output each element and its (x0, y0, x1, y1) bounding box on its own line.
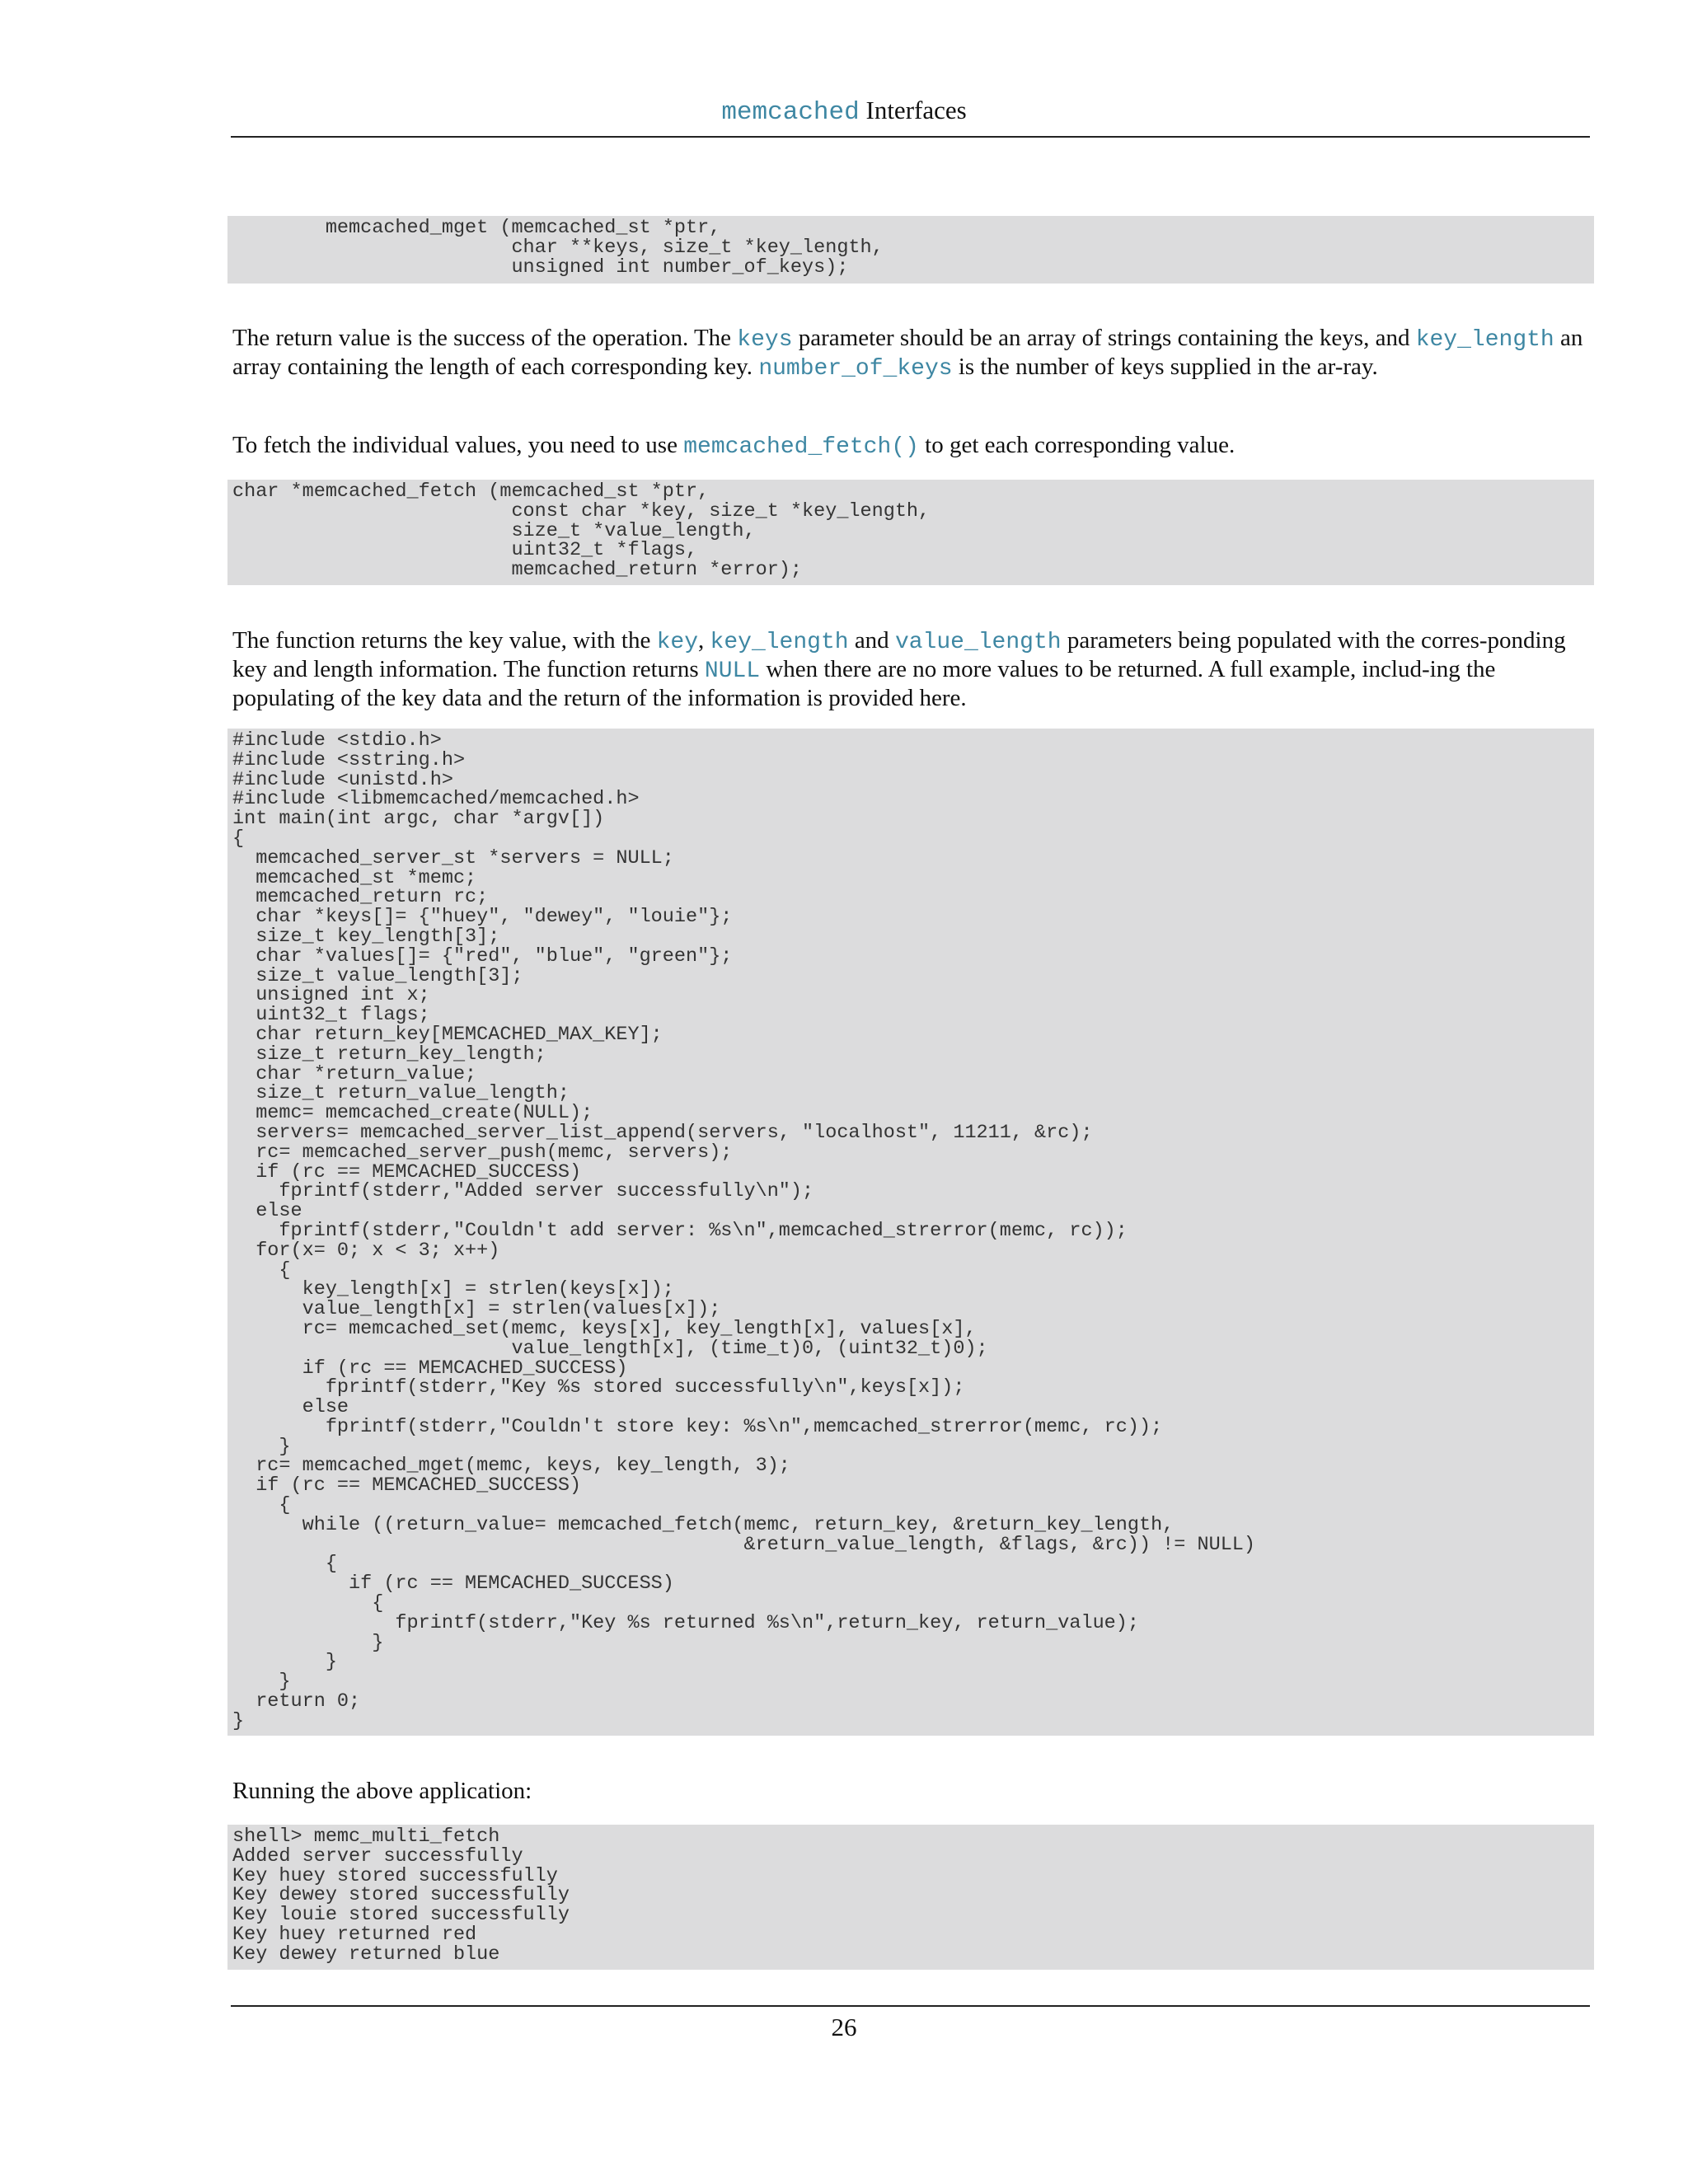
code-keys: keys (737, 327, 793, 353)
header-title-text: Interfaces (859, 96, 967, 124)
header-rule (231, 136, 1590, 138)
para3-text-2: , (698, 627, 710, 654)
page-header (0, 92, 1688, 131)
code-block-output: shell> memc_multi_fetch Added server successfully Key huey stored successfully Key dewey stored successfully Key louie stored successfully Key huey returned red Key dewey returned blue (227, 1825, 1594, 1970)
paragraph-fetch-intro (232, 432, 1584, 461)
para1-text-4: is the number of keys supplied in the ar-ray. (952, 354, 1378, 380)
code-key-length-2: key_length (710, 630, 849, 655)
page-number: 26 (831, 2013, 857, 2041)
code-value-length: value_length (894, 630, 1062, 655)
para1-text-3: an array containing the length of each corresponding key. (232, 325, 1583, 380)
code-block-fetch: char *memcached_fetch (memcached_st *ptr, const char *key, size_t *key_length, size_t *value_length, uint32_t *flags, memcached_return *error); (227, 480, 1594, 585)
para2-text-2: to get each corresponding value. (918, 432, 1236, 458)
header-code-word: memcached (721, 98, 860, 127)
code-key: key (656, 630, 699, 655)
para3-text-4: parameters being populated with the corres-ponding key and length information. The function returns (232, 627, 1566, 682)
code-number-of-keys: number_of_keys (758, 356, 953, 382)
para3-text-3: and (848, 627, 895, 654)
footer-rule (231, 2005, 1590, 2007)
paragraph-fetch-returns (232, 627, 1584, 712)
code-block-example: #include <stdio.h> #include <sstring.h> #include <unistd.h> #include <libmemcached/memcached.h> int main(int argc, char *argv[]) { memcached_server_st *servers = NULL; memcached_st *memc; memcached_return rc; char *keys[]= {"huey", "dewey", "louie"}; size_t key_length[3]; char *values[]= {"red", "blue", "green"}; size_t value_length[3]; unsigned int x; uint32_t flags; char return_key[MEMCACHED_MAX_KEY]; size_t return_key_length; char *return_value; size_t return_value_length; memc= memcached_create(NULL); servers= memcached_server_list_append(servers, "localhost", 11211, &rc); rc= memcached_server_push(memc, servers); if (rc == MEMCACHED_SUCCESS) fprintf(stderr,"Added server successfully\n"); else fprintf(stderr,"Couldn't add server: %s\n",memcached_strerror(memc, rc)); for(x= 0; x < 3; x++) { key_length[x] = strlen(keys[x]); value_length[x] = strlen(values[x]); rc= memcached_set(memc, keys[x], key_length[x], values[x], value_length[x], (time_t)0, (uint32_t)0); if (rc == MEMCACHED_SUCCESS) fprintf(stderr,"Key %s stored successfully\n",keys[x]); else fprintf(stderr,"Couldn't store key: %s\n",memcached_strerror(memc, rc)); } rc= memcached_mget(memc, keys, key_length, 3); if (rc == MEMCACHED_SUCCESS) { while ((return_value= memcached_fetch(memc, return_key, &return_key_length, &return_value_length, &flags, &rc)) != NULL) { if (rc == MEMCACHED_SUCCESS) { fprintf(stderr,"Key %s returned %s\n",return_key, return_value); } } } return 0; } (227, 729, 1594, 1736)
para3-text-1: The function returns the key value, with the (232, 627, 657, 654)
para1-text-2: parameter should be an array of strings containing the keys, and (792, 325, 1416, 351)
para2-text-1: To fetch the individual values, you need to use (232, 432, 684, 458)
code-block-mget: memcached_mget (memcached_st *ptr, char **keys, size_t *key_length, unsigned int number_of_keys); (227, 216, 1594, 284)
para1-text-1: The return value is the success of the operation. The (232, 325, 738, 351)
code-memcached-fetch: memcached_fetch() (683, 434, 919, 460)
code-null: NULL (704, 658, 761, 684)
code-key-length: key_length (1415, 327, 1554, 353)
para3-text-5: when there are no more values to be returned. A full example, includ-ing the populating of the key data and the return of the information is provided here. (232, 656, 1496, 711)
paragraph-return-value (232, 325, 1584, 382)
paragraph-running: Running the above application: (232, 1778, 532, 1804)
